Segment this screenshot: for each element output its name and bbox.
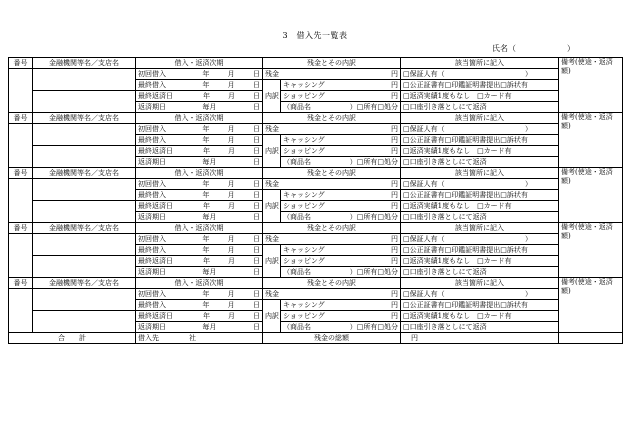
header-balance: 残金とその内訳: [263, 278, 401, 289]
header-balance: 残金とその内訳: [263, 113, 401, 124]
last-loan-cell[interactable]: 最終借入 年 月 日: [136, 300, 263, 311]
last-repay-row: [9, 256, 623, 267]
last-loan-cell[interactable]: 最終借入 年 月 日: [136, 80, 263, 91]
last-loan-cell[interactable]: 最終借入 年 月 日: [136, 135, 263, 146]
header-number: 番号: [9, 278, 33, 289]
number-cell[interactable]: [9, 124, 33, 168]
bank-name-cell[interactable]: [33, 124, 136, 146]
header-remarks[interactable]: 備考(使途・返済額): [559, 223, 623, 278]
header-loan: 借入・返済次期: [136, 278, 263, 289]
first-loan-row: [9, 69, 623, 80]
borrowing-table: [8, 57, 623, 344]
header-number: 番号: [9, 168, 33, 179]
shopping-cell[interactable]: ショッピング 円: [281, 311, 401, 322]
auto-debit-cell[interactable]: □口座引き落としにて返済: [401, 322, 559, 333]
total-row: [9, 333, 623, 344]
header-remarks[interactable]: 備考(使途・返済額): [559, 58, 623, 113]
header-applicable: 該当箇所に記入: [401, 278, 559, 289]
header-number: 番号: [9, 58, 33, 69]
notary-cell[interactable]: □公正証書有□印鑑証明書提出□訴状有: [401, 190, 559, 201]
first-loan-cell[interactable]: 初回借入 年 月 日: [136, 289, 263, 300]
breakdown-label: 内訳: [263, 245, 281, 278]
header-bank: 金融機関等名／支店名: [33, 168, 136, 179]
repay-period-cell[interactable]: 返済期日 毎月 日: [136, 212, 263, 223]
balance-cell[interactable]: 残金 円: [263, 289, 401, 300]
last-repay-cell[interactable]: 最終返済日 年 月 日: [136, 91, 263, 102]
header-number: 番号: [9, 223, 33, 234]
cashing-cell[interactable]: キャッシング 円: [281, 135, 401, 146]
shopping-cell[interactable]: ショッピング 円: [281, 91, 401, 102]
first-loan-row: [9, 234, 623, 245]
last-repay-row: [9, 311, 623, 322]
last-repay-cell[interactable]: 最終返済日 年 月 日: [136, 146, 263, 157]
repay-period-cell[interactable]: 返済期日 毎月 日: [136, 322, 263, 333]
total-balance-label: 残金の総額: [263, 333, 401, 344]
first-loan-row: [9, 124, 623, 135]
guarantor-cell[interactable]: □保証人有（ ）: [401, 234, 559, 245]
balance-cell[interactable]: 残金 円: [263, 234, 401, 245]
last-repay-cell[interactable]: 最終返済日 年 月 日: [136, 256, 263, 267]
bank-name-cell[interactable]: [33, 179, 136, 201]
first-loan-cell[interactable]: 初回借入 年 月 日: [136, 234, 263, 245]
no-repay-cell[interactable]: □返済実績1度もなし □カード有: [401, 91, 559, 102]
block-header-row: [9, 58, 623, 69]
repay-period-cell[interactable]: 返済期日 毎月 日: [136, 102, 263, 113]
cashing-cell[interactable]: キャッシング 円: [281, 300, 401, 311]
header-remarks[interactable]: 備考(使途・返済額): [559, 113, 623, 168]
no-repay-cell[interactable]: □返済実績1度もなし □カード有: [401, 201, 559, 212]
header-balance: 残金とその内訳: [263, 168, 401, 179]
header-balance: 残金とその内訳: [263, 223, 401, 234]
shopping-cell[interactable]: ショッピング 円: [281, 146, 401, 157]
goods-cell[interactable]: （商品名 ）□所有□処分: [281, 322, 401, 333]
goods-cell[interactable]: （商品名 ）□所有□処分: [281, 212, 401, 223]
block-header-row: [9, 223, 623, 234]
repay-period-cell[interactable]: 返済期日 毎月 日: [136, 267, 263, 278]
notary-cell[interactable]: □公正証書有□印鑑証明書提出□訴状有: [401, 245, 559, 256]
header-loan: 借入・返済次期: [136, 168, 263, 179]
total-balance-cell[interactable]: 円: [401, 333, 559, 344]
no-repay-cell[interactable]: □返済実績1度もなし □カード有: [401, 311, 559, 322]
header-applicable: 該当箇所に記入: [401, 58, 559, 69]
first-loan-row: [9, 179, 623, 190]
balance-cell[interactable]: 残金 円: [263, 69, 401, 80]
first-loan-row: [9, 289, 623, 300]
header-bank: 金融機関等名／支店名: [33, 58, 136, 69]
branch-name-cell[interactable]: [33, 311, 136, 333]
header-loan: 借入・返済次期: [136, 58, 263, 69]
header-bank: 金融機関等名／支店名: [33, 223, 136, 234]
header-remarks[interactable]: 備考(使途・返済額): [559, 168, 623, 223]
last-repay-row: [9, 91, 623, 102]
header-applicable: 該当箇所に記入: [401, 168, 559, 179]
block-header-row: [9, 113, 623, 124]
guarantor-cell[interactable]: □保証人有（ ）: [401, 69, 559, 80]
header-loan: 借入・返済次期: [136, 113, 263, 124]
no-repay-cell[interactable]: □返済実績1度もなし □カード有: [401, 146, 559, 157]
block-header-row: [9, 168, 623, 179]
last-loan-cell[interactable]: 最終借入 年 月 日: [136, 190, 263, 201]
guarantor-cell[interactable]: □保証人有（ ）: [401, 179, 559, 190]
bank-name-cell[interactable]: [33, 234, 136, 256]
breakdown-label: 内訳: [263, 80, 281, 113]
guarantor-cell[interactable]: □保証人有（ ）: [401, 124, 559, 135]
branch-name-cell[interactable]: [33, 91, 136, 113]
total-label: 合 計: [9, 333, 136, 344]
last-repay-cell[interactable]: 最終返済日 年 月 日: [136, 201, 263, 212]
number-cell[interactable]: [9, 289, 33, 333]
cashing-cell[interactable]: キャッシング 円: [281, 190, 401, 201]
last-repay-cell[interactable]: 最終返済日 年 月 日: [136, 311, 263, 322]
number-cell[interactable]: [9, 234, 33, 278]
cashing-cell[interactable]: キャッシング 円: [281, 80, 401, 91]
name-close: ）: [566, 44, 575, 53]
auto-debit-cell[interactable]: □口座引き落としにて返済: [401, 102, 559, 113]
last-repay-row: [9, 146, 623, 157]
no-repay-cell[interactable]: □返済実績1度もなし □カード有: [401, 256, 559, 267]
lender-count-cell[interactable]: 借入先 社: [136, 333, 263, 344]
last-loan-cell[interactable]: 最終借入 年 月 日: [136, 245, 263, 256]
first-loan-cell[interactable]: 初回借入 年 月 日: [136, 69, 263, 80]
first-loan-cell[interactable]: 初回借入 年 月 日: [136, 124, 263, 135]
header-loan: 借入・返済次期: [136, 223, 263, 234]
notary-cell[interactable]: □公正証書有□印鑑証明書提出□訴状有: [401, 135, 559, 146]
balance-cell[interactable]: 残金 円: [263, 179, 401, 190]
header-applicable: 該当箇所に記入: [401, 223, 559, 234]
page-title: 3 借入先一覧表: [282, 31, 348, 40]
guarantor-cell[interactable]: □保証人有（ ）: [401, 289, 559, 300]
header-bank: 金融機関等名／支店名: [33, 278, 136, 289]
auto-debit-cell[interactable]: □口座引き落としにて返済: [401, 267, 559, 278]
auto-debit-cell[interactable]: □口座引き落としにて返済: [401, 157, 559, 168]
header-balance: 残金とその内訳: [263, 58, 401, 69]
block-header-row: [9, 278, 623, 289]
name-label: 氏名（: [492, 44, 516, 53]
total-remarks-cell[interactable]: [559, 333, 623, 344]
number-cell[interactable]: [9, 69, 33, 113]
name-field[interactable]: [492, 43, 575, 54]
branch-name-cell[interactable]: [33, 201, 136, 223]
bank-name-cell[interactable]: [33, 69, 136, 91]
header-remarks[interactable]: 備考(使途・返済額): [559, 278, 623, 333]
notary-cell[interactable]: □公正証書有□印鑑証明書提出□訴状有: [401, 300, 559, 311]
breakdown-label: 内訳: [263, 300, 281, 333]
goods-cell[interactable]: （商品名 ）□所有□処分: [281, 267, 401, 278]
branch-name-cell[interactable]: [33, 146, 136, 168]
number-cell[interactable]: [9, 179, 33, 223]
cashing-cell[interactable]: キャッシング 円: [281, 245, 401, 256]
shopping-cell[interactable]: ショッピング 円: [281, 201, 401, 212]
header-bank: 金融機関等名／支店名: [33, 113, 136, 124]
goods-cell[interactable]: （商品名 ）□所有□処分: [281, 157, 401, 168]
bank-name-cell[interactable]: [33, 289, 136, 311]
branch-name-cell[interactable]: [33, 256, 136, 278]
first-loan-cell[interactable]: 初回借入 年 月 日: [136, 179, 263, 190]
balance-cell[interactable]: 残金 円: [263, 124, 401, 135]
shopping-cell[interactable]: ショッピング 円: [281, 256, 401, 267]
breakdown-label: 内訳: [263, 135, 281, 168]
repay-period-cell[interactable]: 返済期日 毎月 日: [136, 157, 263, 168]
notary-cell[interactable]: □公正証書有□印鑑証明書提出□訴状有: [401, 80, 559, 91]
last-repay-row: [9, 201, 623, 212]
goods-cell[interactable]: （商品名 ）□所有□処分: [281, 102, 401, 113]
header-number: 番号: [9, 113, 33, 124]
header-applicable: 該当箇所に記入: [401, 113, 559, 124]
breakdown-label: 内訳: [263, 190, 281, 223]
auto-debit-cell[interactable]: □口座引き落としにて返済: [401, 212, 559, 223]
